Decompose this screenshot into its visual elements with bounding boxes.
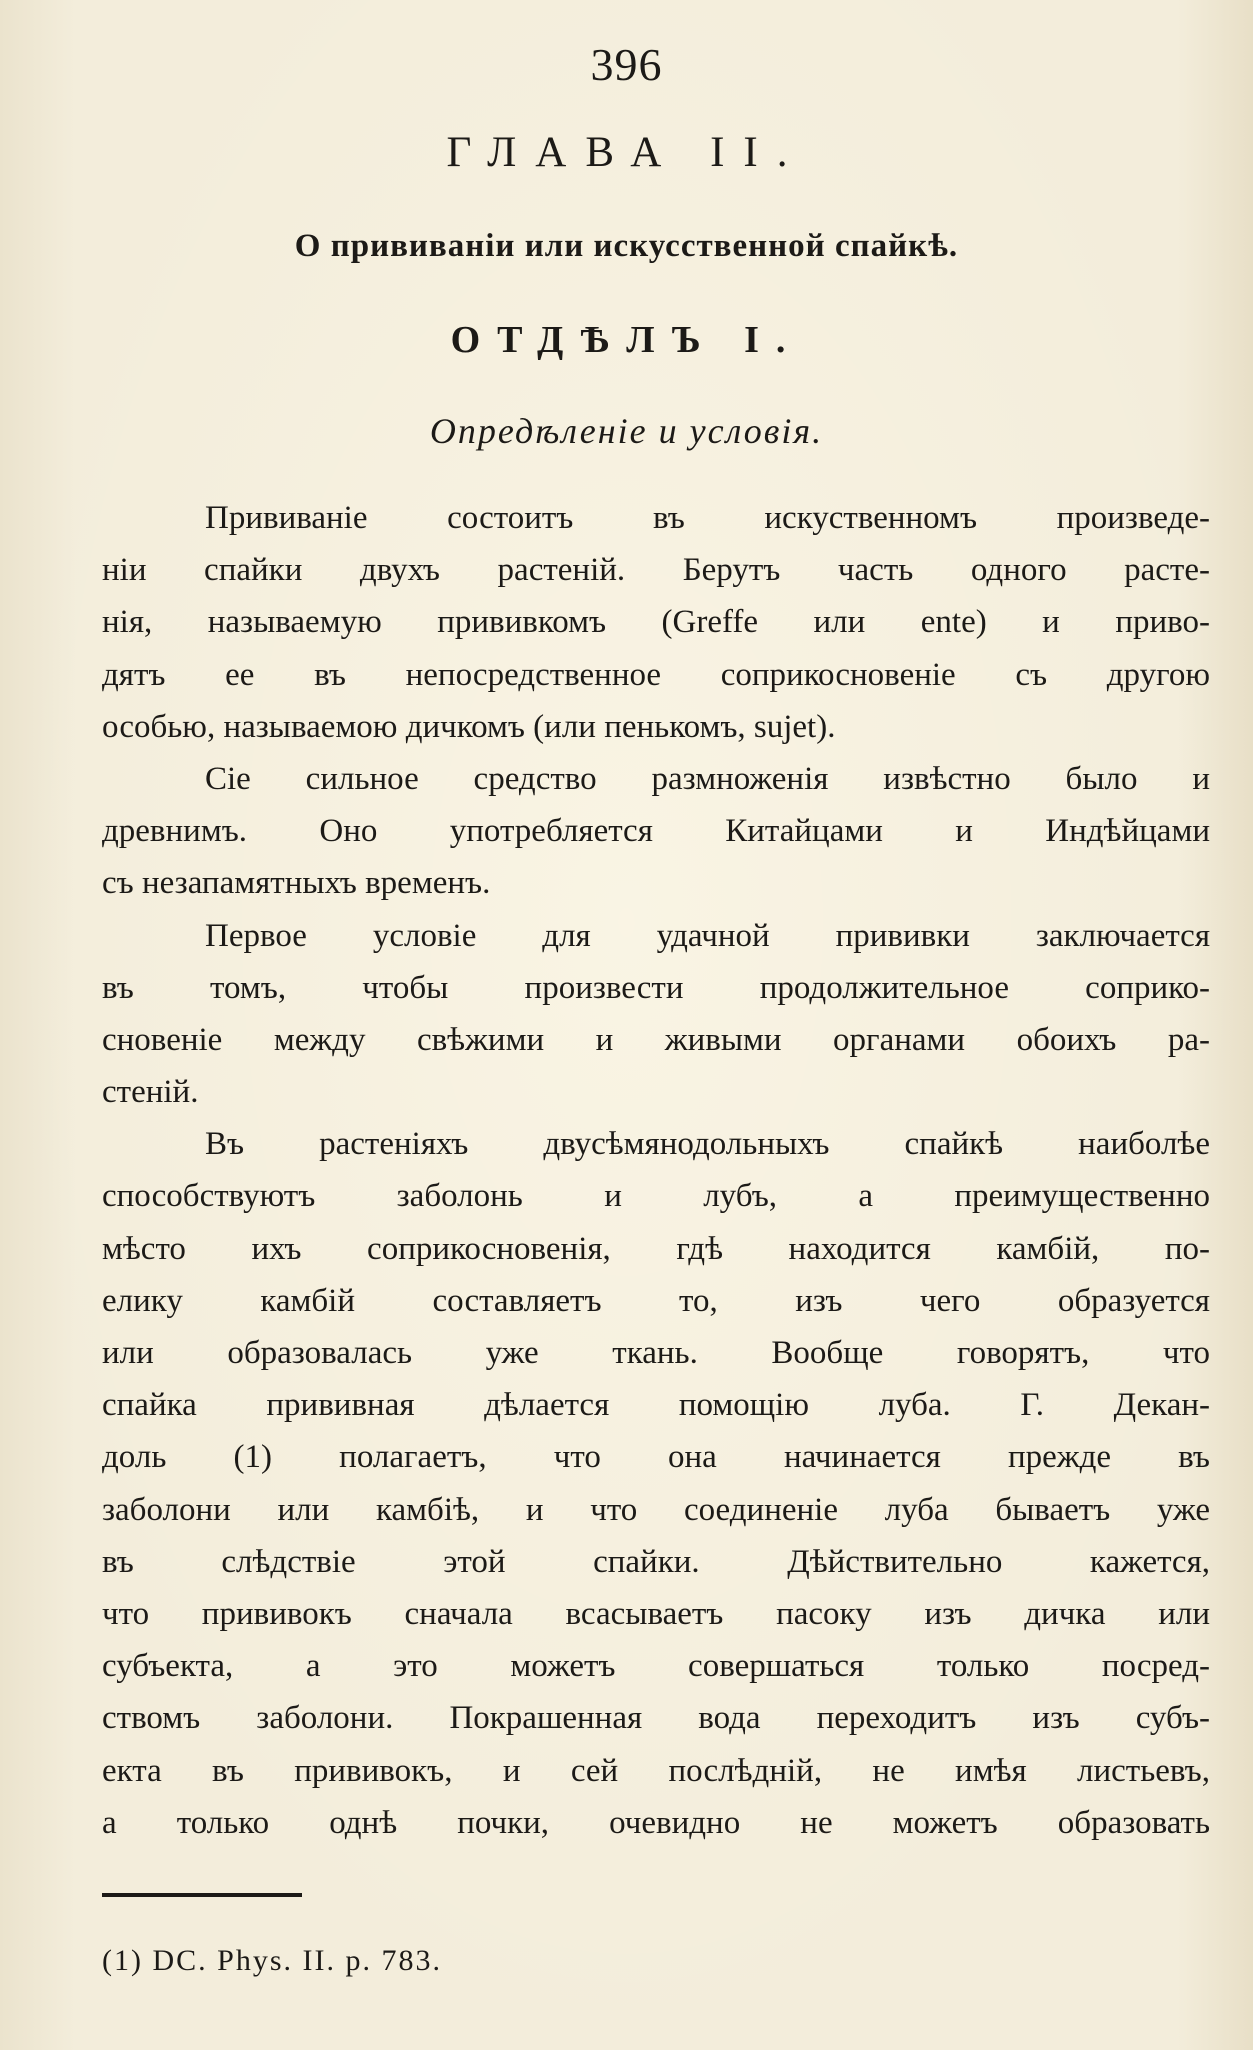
text-line: въ слѣдствіе этой спайки. Дѣйствительно кажется, <box>102 1543 1210 1580</box>
text-line: Первое условіе для удачной прививки заключается <box>205 917 1210 954</box>
footnote: (1) DC. Phys. II. p. 783. <box>102 1944 442 1977</box>
text-line: елику камбій составляетъ то, изъ чего образуется <box>102 1282 1210 1319</box>
text-line: Сіе сильное средство размноженія извѣстно было и <box>205 760 1210 797</box>
footnote-divider <box>102 1893 302 1897</box>
text-line: заболони или камбіѣ, и что соединеніе луба бываетъ уже <box>102 1491 1210 1528</box>
page-number: 396 <box>590 39 663 90</box>
text-line: доль (1) полагаетъ, что она начинается прежде въ <box>102 1439 1210 1476</box>
text-line: что прививокъ сначала всасываетъ пасоку изъ дичка или <box>102 1595 1210 1632</box>
chapter-subtitle: О прививаніи или искусственной спайкѣ. <box>294 228 959 264</box>
text-line: или образовалась уже ткань. Вообще говорятъ, что <box>102 1335 1210 1371</box>
text-line: древнимъ. Оно употребляется Китайцами и Индѣйцами <box>102 813 1210 850</box>
section-subtitle: Опредѣленіе и условія. <box>429 411 824 451</box>
text-line: а только однѣ почки, очевидно не можетъ образовать <box>102 1804 1210 1841</box>
text-line: субъекта, а это можетъ совершаться только посред- <box>102 1648 1210 1685</box>
body-text <box>102 492 1210 1849</box>
text-line: ствомъ заболони. Покрашенная вода переходитъ изъ субъ- <box>102 1700 1210 1737</box>
text-line: стеній. <box>102 1074 199 1111</box>
text-line: Въ растеніяхъ двусѣмянодольныхъ спайкѣ наиболѣе <box>205 1126 1210 1163</box>
text-line: съ незапамятныхъ временъ. <box>102 865 491 902</box>
text-line: нія, называемую прививкомъ (Greffe или ente) и приво- <box>102 604 1210 641</box>
chapter-heading: ГЛАВА II. <box>446 129 807 176</box>
text-line: способствуютъ заболонь и лубъ, а преимущественно <box>102 1178 1210 1215</box>
text-line: Прививаніе состоитъ въ искуственномъ произведе- <box>205 500 1210 536</box>
text-line: въ томъ, чтобы произвести продолжительное соприко- <box>102 969 1210 1006</box>
section-heading: ОТДѢЛЪ I. <box>450 319 803 361</box>
text-line: спайка прививная дѣлается помощію луба. Г. Декан- <box>102 1387 1210 1424</box>
text-line: ніи спайки двухъ растеній. Берутъ часть одного расте- <box>102 552 1210 589</box>
text-line: сновеніе между свѣжими и живыми органами обоихъ ра- <box>102 1021 1210 1058</box>
text-line: екта въ прививокъ, и сей послѣдній, не имѣя листьевъ, <box>102 1752 1210 1789</box>
text-line: мѣсто ихъ соприкосновенія, гдѣ находится камбій, по- <box>102 1230 1210 1267</box>
text-line: дятъ ее въ непосредственное соприкосновеніе съ другою <box>102 656 1210 693</box>
text-line: особью, называемою дичкомъ (или пенькомъ, sujet). <box>102 708 836 745</box>
